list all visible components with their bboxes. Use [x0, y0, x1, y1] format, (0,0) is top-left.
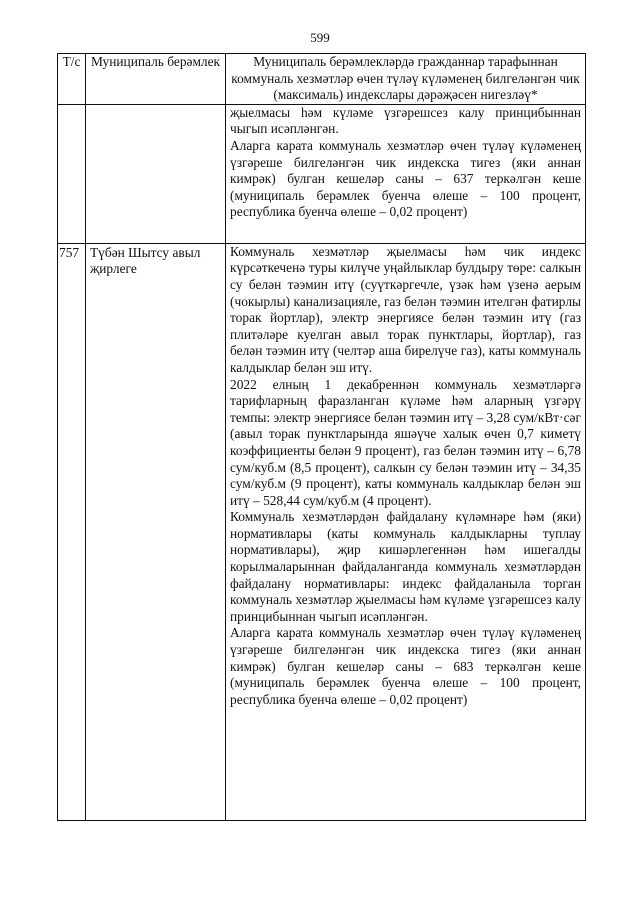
- row-description: [226, 243, 586, 820]
- paragraph: җыелмасы һәм күләме үзгәрешсез калу принцибыннан чыгып исәпләнгән.: [230, 104, 581, 137]
- paragraph: Аларга карата коммуналь хезмәтләр өчен түләү күләменең үзгәреше билгеләнгән чик индекска тигез (яки аннан кимрәк) булган кешеләр саны – 637 теркәлгән кеше (муниципаль берәмлек буенча өлеше – 100 процент, республика буенча өлеше – 0,02 процент): [230, 137, 581, 220]
- paragraph: 2022 елның 1 декабреннән коммуналь хезмәтләргә тарифларның фаразланган күләме һәм аларның үзгәрү темпы: электр энергиясе белән тәэмин итү – 3,28 сум/кВт·сәг (авыл торак пунктларында яшәүче халык өчен 0,7 киметү коэффициенты белән 9 процент), газ белән тәэмин итү – 6,78 сум/куб.м (8,5 процент), салкын су белән тәэмин итү – 34,35 сум/куб.м (9 процент), каты коммуналь калдыклар белән эш итү – 528,44 сум/куб.м (4 процент).: [230, 376, 581, 508]
- paragraph: Коммуналь хезмәтләрдән файдалану күләмнәре һәм (яки) нормативлары (каты коммуналь калдыкларны туплау нормативлары), җир кишәрлегеннән һәм ишегалды корылмаларыннан файдаланганда коммуналь хезмәтләрдән файдалану нормативлары: индекс файдаланыла торган коммуналь хезмәтләр җыелмасы һәм күләме үзгәрешсез калу принцибыннан чыгып исәпләнгән.: [230, 509, 581, 624]
- header-number: Т/с: [58, 54, 86, 105]
- table-header-row: [58, 54, 586, 105]
- header-municipality: Муниципаль берәмлек: [86, 54, 226, 105]
- table-row: [58, 104, 586, 243]
- paragraph: Аларга карата коммуналь хезмәтләр өчен түләү күләменең үзгәреше билгеләнгән чик индекска тигез (яки аннан кимрәк) булган кешеләр саны – 683 теркәлгән кеше (муниципаль берәмлек буенча өлеше – 100 процент, республика буенча өлеше – 0,02 процент): [230, 625, 581, 707]
- row-number: 757: [58, 243, 86, 820]
- row-municipality: Түбән Шытсу авыл җирлеге: [86, 243, 226, 820]
- paragraph: Коммуналь хезмәтләр җыелмасы һәм чик индекс күрсәткеченә туры килүче уңайлыклар булдыру төре: салкын су белән тәэмин итү (суүткәргечле, үзәк һәм үзенә аерым (чокырлы) канализацияле, газ белән тәэмин ителгән фатирлы торак йортлар), электр энергиясе белән тәэмин итү (газ плитәләре куелган авыл торак пунктлары, йортлар), газ белән тәэмин итү (челтәр аша бирелүче газ), каты коммуналь калдыклар белән эш итү.: [230, 243, 581, 375]
- row-description: [226, 104, 586, 243]
- row-municipality: [86, 104, 226, 243]
- municipal-index-table: [57, 53, 586, 821]
- header-description: Муниципаль берәмлекләрдә гражданнар тарафыннан коммуналь хезмәтләр өчен түләү күләменең билгеләнгән чик (максималь) индекслары дәрәҗәсен нигезләү*: [226, 54, 586, 105]
- row-number: [58, 104, 86, 243]
- table-row: [58, 243, 586, 820]
- page-number: 599: [310, 30, 330, 45]
